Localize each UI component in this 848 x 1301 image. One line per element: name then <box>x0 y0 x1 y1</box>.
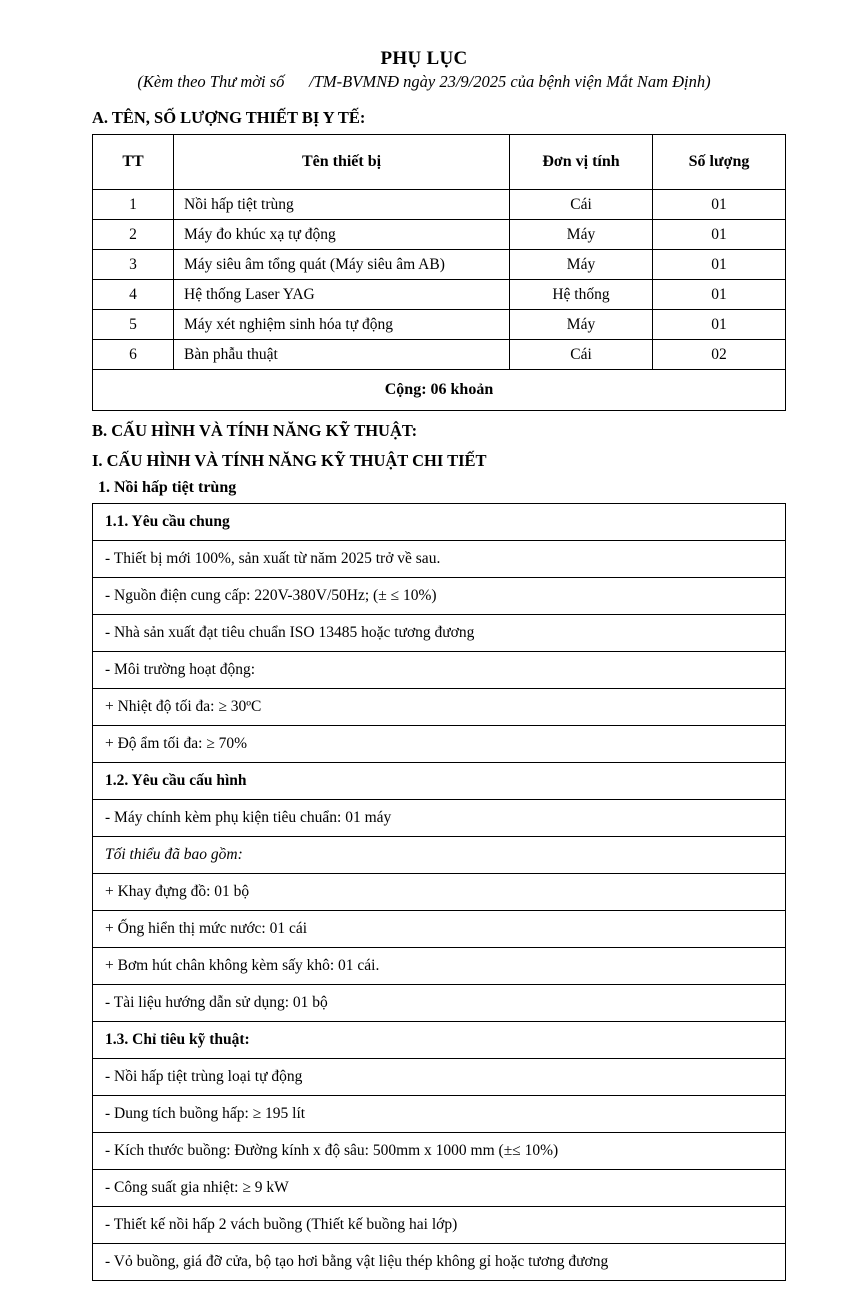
cell-unit: Hệ thống <box>510 280 653 310</box>
cell-qty: 01 <box>653 220 786 250</box>
cell-tt: 5 <box>93 310 174 340</box>
spec-cell: 1.3. Chỉ tiêu kỹ thuật: <box>93 1022 786 1059</box>
column-header-qty: Số lượng <box>653 135 786 190</box>
table-total-row <box>93 370 786 411</box>
cell-tt: 3 <box>93 250 174 280</box>
spec-cell: 1.2. Yêu cầu cấu hình <box>93 763 786 800</box>
cell-qty: 02 <box>653 340 786 370</box>
cell-unit: Máy <box>510 220 653 250</box>
spec-row <box>93 504 786 541</box>
cell-name: Nồi hấp tiệt trùng <box>174 190 510 220</box>
cell-qty: 01 <box>653 250 786 280</box>
spec-cell: - Công suất gia nhiệt: ≥ 9 kW <box>93 1170 786 1207</box>
spec-cell: + Ống hiển thị mức nước: 01 cái <box>93 911 786 948</box>
item-1-heading: 1. Nồi hấp tiệt trùng <box>98 479 237 496</box>
spec-row <box>93 837 786 874</box>
spec-cell: - Thiết bị mới 100%, sản xuất từ năm 2025 trở về sau. <box>93 541 786 578</box>
spec-row <box>93 1244 786 1281</box>
spec-cell: - Môi trường hoạt động: <box>93 652 786 689</box>
spec-row <box>93 1022 786 1059</box>
table-row <box>93 250 786 280</box>
spec-cell: - Nhà sản xuất đạt tiêu chuẩn ISO 13485 hoặc tương đương <box>93 615 786 652</box>
spec-cell: - Máy chính kèm phụ kiện tiêu chuẩn: 01 máy <box>93 800 786 837</box>
section-a-heading: A. TÊN, SỐ LƯỢNG THIẾT BỊ Y TẾ: <box>92 108 366 127</box>
cell-name: Máy đo khúc xạ tự động <box>174 220 510 250</box>
cell-unit: Cái <box>510 190 653 220</box>
cell-name: Máy xét nghiệm sinh hóa tự động <box>174 310 510 340</box>
spec-cell: + Nhiệt độ tối đa: ≥ 30ºC <box>93 689 786 726</box>
cell-name: Bàn phẫu thuật <box>174 340 510 370</box>
spec-row <box>93 800 786 837</box>
cell-qty: 01 <box>653 310 786 340</box>
spec-row <box>93 985 786 1022</box>
spec-cell: - Nguồn điện cung cấp: 220V-380V/50Hz; (± ≤ 10%) <box>93 578 786 615</box>
spec-cell: - Vỏ buồng, giá đỡ cửa, bộ tạo hơi bằng vật liệu thép không gỉ hoặc tương đương <box>93 1244 786 1281</box>
column-header-name: Tên thiết bị <box>174 135 510 190</box>
spec-cell: - Thiết kế nồi hấp 2 vách buồng (Thiết kế buồng hai lớp) <box>93 1207 786 1244</box>
spec-cell: 1.1. Yêu cầu chung <box>93 504 786 541</box>
cell-unit: Cái <box>510 340 653 370</box>
cell-tt: 2 <box>93 220 174 250</box>
spec-row <box>93 578 786 615</box>
equipment-total-label: Cộng: 06 khoản <box>93 370 786 411</box>
cell-tt: 4 <box>93 280 174 310</box>
section-i-heading: I. CẤU HÌNH VÀ TÍNH NĂNG KỸ THUẬT CHI TIẾT <box>92 451 487 470</box>
table-row <box>93 310 786 340</box>
spec-row <box>93 1207 786 1244</box>
spec-row <box>93 874 786 911</box>
table-row <box>93 280 786 310</box>
specification-table <box>92 503 786 1281</box>
document-subtitle: (Kèm theo Thư mời số /TM-BVMNĐ ngày 23/9/2025 của bệnh viện Mắt Nam Định) <box>137 72 711 91</box>
spec-cell: + Khay đựng đồ: 01 bộ <box>93 874 786 911</box>
spec-row <box>93 911 786 948</box>
equipment-table <box>92 134 786 411</box>
spec-row <box>93 615 786 652</box>
page-title: PHỤ LỤC <box>380 48 468 69</box>
spec-cell: + Bơm hút chân không kèm sấy khô: 01 cái. <box>93 948 786 985</box>
spec-row <box>93 763 786 800</box>
section-b-heading: B. CẤU HÌNH VÀ TÍNH NĂNG KỸ THUẬT: <box>92 421 418 440</box>
cell-qty: 01 <box>653 280 786 310</box>
cell-tt: 1 <box>93 190 174 220</box>
cell-name: Máy siêu âm tổng quát (Máy siêu âm AB) <box>174 250 510 280</box>
table-row <box>93 220 786 250</box>
cell-tt: 6 <box>93 340 174 370</box>
spec-cell: - Nồi hấp tiệt trùng loại tự động <box>93 1059 786 1096</box>
spec-cell: - Dung tích buồng hấp: ≥ 195 lít <box>93 1096 786 1133</box>
spec-cell: + Độ ẩm tối đa: ≥ 70% <box>93 726 786 763</box>
table-header-row <box>93 135 786 190</box>
spec-row <box>93 948 786 985</box>
table-row <box>93 340 786 370</box>
spec-row <box>93 541 786 578</box>
spec-row <box>93 1170 786 1207</box>
column-header-tt: TT <box>93 135 174 190</box>
cell-qty: 01 <box>653 190 786 220</box>
spec-row <box>93 1059 786 1096</box>
cell-unit: Máy <box>510 310 653 340</box>
spec-row <box>93 1133 786 1170</box>
spec-cell: Tối thiểu đã bao gồm: <box>93 837 786 874</box>
spec-row <box>93 652 786 689</box>
spec-row <box>93 726 786 763</box>
cell-name: Hệ thống Laser YAG <box>174 280 510 310</box>
spec-row <box>93 1096 786 1133</box>
column-header-unit: Đơn vị tính <box>510 135 653 190</box>
spec-cell: - Tài liệu hướng dẫn sử dụng: 01 bộ <box>93 985 786 1022</box>
spec-cell: - Kích thước buồng: Đường kính x độ sâu: 500mm x 1000 mm (±≤ 10%) <box>93 1133 786 1170</box>
table-row <box>93 190 786 220</box>
cell-unit: Máy <box>510 250 653 280</box>
spec-row <box>93 689 786 726</box>
